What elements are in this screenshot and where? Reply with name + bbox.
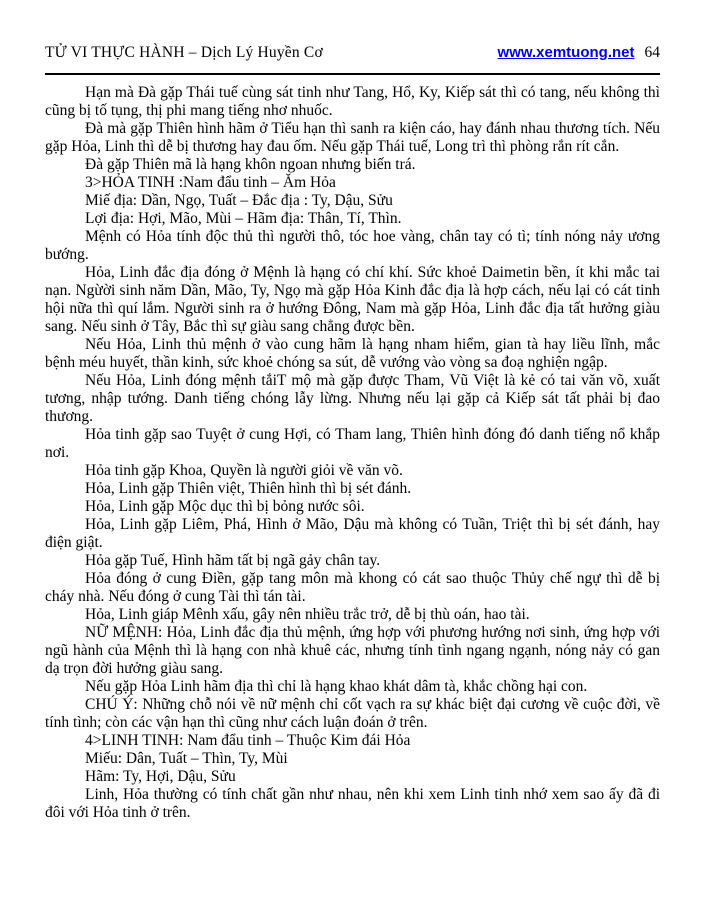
paragraph: Hạn mà Đà gặp Thái tuế cùng sát tinh như Tang, Hổ, Ky, Kiếp sát thì có tang, nếu không thì cũng bị tố tụng, thị phi mang tiếng nhơ nhuốc. (45, 84, 660, 119)
paragraph: Hỏa, Linh gặp Liêm, Phá, Hình ở Mão, Dậu mà không có Tuần, Triệt thì bị sét đánh, hay điện giật. (45, 516, 660, 551)
paragraph: Hỏa tinh gặp Khoa, Quyền là người giỏi về văn võ. (85, 462, 403, 479)
page-number: 64 (644, 44, 660, 61)
section-heading-linh-tinh: 4>LINH TINH: Nam đẩu tinh – Thuộc Kim đái Hỏa (85, 732, 411, 749)
paragraph: Hỏa, Linh đắc địa đóng ở Mệnh là hạng có chí khí. Sức khoẻ Daimetin bền, ít khi mắc tai nạn. Ngừời sinh năm Dần, Mão, Ty, Ngọ mà gặp Hỏa Kinh đắc địa là hợp cách, nếu lại có cát tinh hội nữa thì quí lắm. Người sinh ra ở hướng Đông, Nam mà gặp Hỏa, Linh đắc địa tất hưởng giàu sang. Nếu sinh ở Tây, Bắc thì sự giàu sang chẳng được bền. (45, 264, 660, 335)
document-body (45, 84, 660, 822)
section-heading-hoa-tinh: 3>HỎA TINH :Nam đẩu tinh – Ăm Hỏa (85, 174, 336, 191)
paragraph: Đà gặp Thiên mã là hạng khôn ngoan nhưng biến trá. (85, 156, 416, 173)
paragraph: Đà mà gặp Thiên hình hãm ở Tiểu hạn thì sanh ra kiện cáo, hay đánh nhau thương tích. Nếu gặp Hỏa, Linh thì dễ bị thương hay đau ốm. Nếu gặp Thái tuế, Long trì thì phòng rắn rít cắn. (45, 120, 660, 155)
paragraph: Nếu Hỏa, Linh thủ mệnh ở vào cung hãm là hạng nham hiểm, gian tà hay liều lĩnh, mắc bệnh méu huyết, thần kinh, sức khoẻ chóng sa sút, dễ vướng vào vòng sa đoạ nghiện ngập. (45, 336, 660, 371)
paragraph: Hỏa đóng ở cung Điền, gặp tang môn mà khong có cát sao thuộc Thủy chế ngự thì dễ bị cháy nhà. Nếu đóng ở cung Tài thì tán tài. (45, 570, 660, 605)
paragraph: Nếu Hỏa, Linh đóng mệnh tắiT mộ mà gặp được Tham, Vũ Việt là kẻ có tai văn võ, xuất tương, nhập tướng. Danh tiếng chóng lẫy lừng. Nhưng nếu lại gặp cả Kiếp sát tất phải bị đao thương. (45, 372, 660, 425)
paragraph: Miếu: Dân, Tuất – Thìn, Ty, Mùi (85, 750, 288, 767)
paragraph: Hỏa, Linh giáp Mênh xấu, gây nên nhiều trắc trở, dễ bị thù oán, hao tài. (85, 606, 530, 623)
paragraph: Miế địa: Dần, Ngọ, Tuất – Đắc địa : Ty, Dậu, Sửu (85, 192, 393, 209)
paragraph: Lợi địa: Hợi, Mão, Mùi – Hãm địa: Thân, Tí, Thìn. (85, 210, 402, 227)
paragraph: Linh, Hỏa thường có tính chất gần như nhau, nên khi xem Linh tinh nhớ xem sao ấy đã đi đôi với Hỏa tinh ở trên. (45, 786, 660, 821)
paragraph: Hỏa, Linh gặp Thiên việt, Thiên hình thì bị sét đánh. (85, 480, 412, 497)
header-right-group (498, 44, 660, 62)
paragraph: CHÚ Ý: Những chỗ nói về nữ mệnh chỉ cốt vạch ra sự khác biệt đại cương về cuộc đời, về tính tình; còn các vận hạn thì cũng như cách luận đoán ở trên. (45, 696, 660, 731)
paragraph: Mệnh có Hỏa tính độc thủ thì người thô, tóc hoe vàng, chân tay có tì; tính nóng nảy ương bướng. (45, 228, 660, 263)
page-header (45, 44, 660, 75)
paragraph: Hãm: Ty, Hợi, Dậu, Sửu (85, 768, 236, 785)
paragraph: Hỏa gặp Tuế, Hình hãm tất bị ngã gảy chân tay. (85, 552, 381, 569)
website-link[interactable]: www.xemtuong.net (497, 44, 635, 61)
paragraph: Hỏa, Linh gặp Mộc dục thì bị bỏng nước sôi. (85, 498, 365, 515)
paragraph: Hỏa tinh gặp sao Tuyệt ở cung Hợi, có Tham lang, Thiên hình đóng đó danh tiếng nổ khắp nơi. (45, 426, 660, 461)
document-title: TỬ VI THỰC HÀNH – Dịch Lý Huyền Cơ (45, 44, 323, 61)
paragraph: Nếu gặp Hỏa Linh hãm địa thì chỉ là hạng khao khát dâm tà, khắc chồng hại con. (85, 678, 588, 695)
paragraph: NỮ MỆNH: Hỏa, Linh đắc địa thủ mệnh, ứng hợp với phương hướng nơi sinh, ứng hợp với ngũ hành của Mệnh thì là hạng con nhà khuê các, nhưng tính tình ngang ngạnh, nóng nảy có gan dạ trọn đời hưởng giàu sang. (45, 624, 660, 677)
